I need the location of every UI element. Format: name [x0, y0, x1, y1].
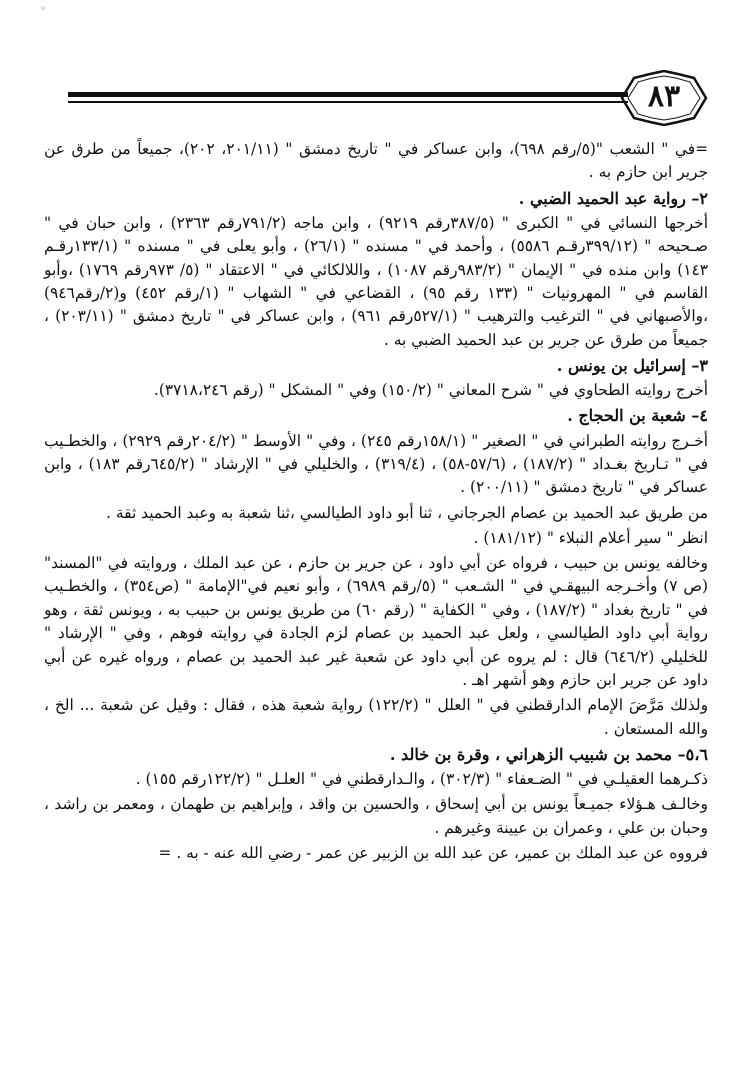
page-header [68, 70, 708, 126]
document-body [44, 138, 708, 867]
section-heading: ٣– إسرائيل بن يونس . [556, 356, 708, 376]
page-number: ٨٣ [647, 79, 681, 114]
corner-mark: ◦ [40, 2, 47, 15]
section-heading: ٥،٦– محمد بن شبيب الزهراني ، وقرة بن خالد . [389, 744, 708, 764]
paragraph: وخالفه يونس بن حبيب ، فرواه عن أبي داود ، عن جرير بن حازم ، عن عبد الملك ، وروايته في "المسند" (ص ٧) وأخـرجه البيهقـي في " الشـعب " (٥/رقم ٦٩٨٩) ، وأبو نعيم في"الإمامة " (ص٣٥٤) ، والخطـيب في " تاريخ بغداد " (١٨٧/٢) ، وفي " الكفاية " (رقم ٦٠) من طريق يونس بن حبيب به ، ويونس ثقة ، وهو رواية أبي داود الطيالسي ، ولعل عبد الحميد بن عصام لزم الجادة في روايته فوهم ، وفي " الإرشاد " للخليلي (٦٤٦/٢) قال : لم يروه عن أبي داود عن شعبة غير عبد الحميد بن عصام ، ورواه غيره عن أبي داود عن جرير ابن حازم وهو أشهر اهـ . [44, 554, 709, 690]
paragraph: من طريق عبد الحميد بن عصام الجرجاني ، ثنا أبو داود الطيالسي ،ثنا شعبة به وعبد الحميد ثقة . [106, 503, 708, 522]
paragraph: فرووه عن عبد الملك بن عمير، عن عبد الله بن الزبير عن عمر - رضي الله عنه - به . = [158, 843, 708, 862]
paragraph: ولذلك مَرَّضَ الإمام الدارقطني في " العلل " (١٢٢/٢) رواية شعبة هذه ، فقال : وقيل عن شعبة ... الخ ، والله المستعان . [44, 696, 708, 738]
paragraph: وخالـف هـؤلاء جميـعاً يونس بن أبي إسحاق ، والحسين بن واقد ، وإبراهيم بن طهمان ، ومعمر بن راشد ، وحبان بن علي ، وعمران بن عيينة وغيرهم . [44, 795, 708, 837]
paragraph: أخرجها النسائي في " الكبرى " (٣٨٧/٥رقم ٩٢١٩) ، وابن ماجه (٧٩١/٢رقم ٢٣٦٣) ، وابن حبان في " صـحيحه " (٣٩٩/١٢رقـم ٥٥٨٦) ، وأحمد في " مسنده " (٢٦/١) ، وأبو يعلى في " مسنده " (١٣٣/١رقـم ١٤٣) وابن منده في " الإيمان " (٩٨٣/٢رقم ١٠٨٧) ، واللالكائي في " الاعتقاد " (٥/ ٩٧٣رقم ١٧٦٩) ،وأبو القاسم في " المهرونيات " (١٣٣ رقم ٩٥) ، القضاعي في " الشهاب " (١/رقم ٤٥٢) و(٢/رقم٩٤٦) ،والأصبهاني في " الترغيب والترهيب " (٥٢٧/١رقم ٩٦١) ، وابن عساكر في " تاريخ دمشق " (٢٠٣/١١) ، جميعاً من طرق عن جرير بن عبد الحميد الضبي به . [44, 213, 709, 349]
header-rule-thin [68, 101, 628, 103]
paragraph: =في " الشعب "(٥/رقم ٦٩٨)، وابن عساكر في " تاريخ دمشق " (٢٠١/١١، ٢٠٢)، جميعاً من طرق عن جرير ابن حازم به . [44, 140, 708, 182]
paragraph: أخـرج روايته الطبراني في " الصغير " (١٥٨/١رقم ٢٤٥) ، وفي " الأوسط " (٢٠٤/٢رقم ٢٩٢٩) ، والخطـيب في " تـاريخ بغـداد " (١٨٧/٢) ، (٥٧/٦-٥٨) ، (٣١٩/٤) ، والخليلي في " الإرشاد " (٦٤٥/٢رقم ١٨٣) ، وابن عساكر في " تاريخ دمشق " (٢٠٠/١١) . [44, 431, 709, 497]
paragraph: ذكـرهما العقيلـي في " الضـعفاء " (٣٠٢/٣) ، والـدارقطني في " العلـل " (١٢٢/٢رقم ١٥٥) . [135, 770, 708, 789]
header-rule-thick [68, 92, 628, 97]
section-heading: ٢– رواية عبد الحميد الضبي . [518, 188, 708, 208]
paragraph: أخرج روايته الطحاوي في " شرح المعاني " (١٥٠/٢) وفي " المشكل " (رقم ٣٧١٨،٢٤٦). [153, 381, 708, 400]
paragraph: انظر " سير أعلام النبلاء " (١٨١/١٢) . [473, 528, 708, 547]
section-heading: ٤– شعبة بن الحجاج . [567, 406, 708, 426]
